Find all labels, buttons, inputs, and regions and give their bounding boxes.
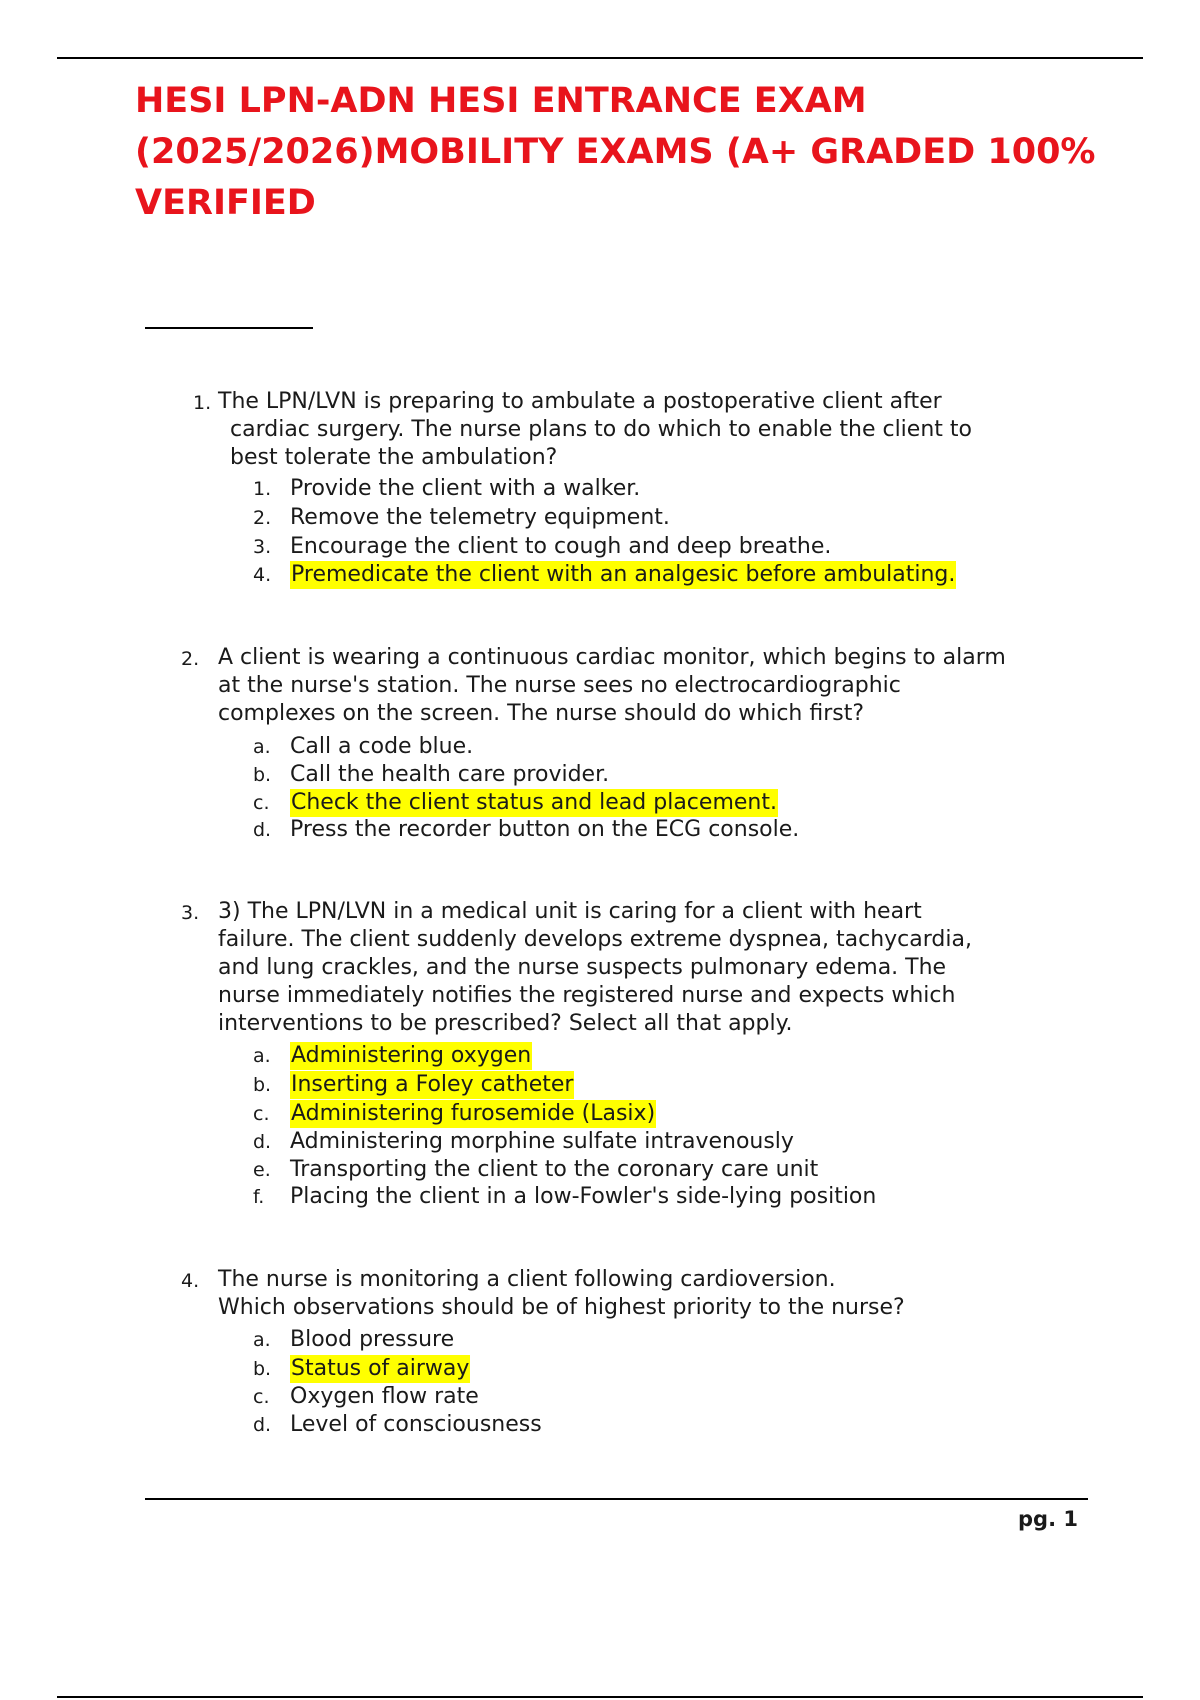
stem-line: The nurse is monitoring a client following cardioversion. — [218, 1267, 836, 1292]
answer-option-correct — [0, 1071, 1200, 1099]
answer-option-correct — [0, 1100, 1200, 1128]
answer-option — [0, 816, 1200, 844]
answer-option — [0, 1156, 1200, 1184]
option-label: 4. — [253, 564, 272, 586]
stem-line: and lung crackles, and the nurse suspects pulmonary edema. The — [218, 955, 947, 980]
title-line-2: (2025/2026)MOBILITY EXAMS (A+ GRADED 100% — [135, 132, 1096, 172]
stem-line: at the nurse's station. The nurse sees no electrocardiographic — [218, 673, 901, 698]
option-label: 1. — [253, 478, 272, 500]
option-label: c. — [253, 792, 270, 814]
option-text: Press the recorder button on the ECG console. — [290, 817, 800, 842]
option-text: Administering morphine sulfate intravenously — [290, 1129, 794, 1154]
option-label: e. — [253, 1159, 271, 1181]
question-stem — [218, 898, 972, 1038]
option-label: c. — [253, 1386, 270, 1408]
option-label: a. — [253, 1045, 271, 1067]
option-label: 2. — [253, 507, 272, 529]
answer-option — [0, 1383, 1200, 1411]
stem-line: cardiac surgery. The nurse plans to do which to enable the client to — [230, 417, 972, 442]
question-stem — [218, 1266, 905, 1322]
option-text: Blood pressure — [290, 1327, 455, 1352]
option-label: 3. — [253, 536, 272, 558]
option-label: d. — [253, 1414, 272, 1436]
stem-line: complexes on the screen. The nurse should do which first? — [218, 701, 865, 726]
answer-option — [0, 504, 1200, 532]
option-text: Encourage the client to cough and deep breathe. — [290, 534, 832, 559]
option-text: Oxygen flow rate — [290, 1384, 479, 1409]
highlighted-answer: Premedicate the client with an analgesic before ambulating. — [291, 562, 956, 587]
option-text: Placing the client in a low-Fowler's side-lying position — [290, 1184, 877, 1209]
answer-option — [0, 1183, 1200, 1211]
answer-option — [0, 733, 1200, 761]
stem-line: A client is wearing a continuous cardiac monitor, which begins to alarm — [218, 645, 1006, 670]
question-number: 1. — [193, 392, 212, 414]
highlighted-answer: Check the client status and lead placement. — [291, 790, 777, 815]
answer-option — [0, 1326, 1200, 1354]
stem-line: interventions to be prescribed? Select all that apply. — [218, 1011, 793, 1036]
question-stem — [218, 644, 1006, 728]
option-label: b. — [253, 1358, 272, 1380]
bottom-divider — [57, 1696, 1143, 1698]
section-divider — [145, 327, 313, 329]
title-line-1: HESI LPN-ADN HESI ENTRANCE EXAM — [135, 81, 867, 121]
option-label: a. — [253, 736, 271, 758]
question-stem — [218, 388, 972, 472]
option-label: f. — [253, 1186, 265, 1208]
highlighted-answer: Administering oxygen — [291, 1043, 532, 1068]
stem-line: best tolerate the ambulation? — [230, 445, 558, 470]
document-title — [135, 76, 1096, 229]
option-text: Provide the client with a walker. — [290, 476, 641, 501]
highlighted-answer: Administering furosemide (Lasix) — [291, 1101, 656, 1126]
answer-option-correct — [0, 561, 1200, 589]
stem-line: 3) The LPN/LVN in a medical unit is caring for a client with heart — [218, 899, 922, 924]
option-label: d. — [253, 1131, 272, 1153]
option-label: d. — [253, 819, 272, 841]
option-label: c. — [253, 1103, 270, 1125]
answer-option — [0, 475, 1200, 503]
option-label: a. — [253, 1329, 271, 1351]
stem-line: The LPN/LVN is preparing to ambulate a postoperative client after — [218, 389, 942, 414]
question-number: 3. — [181, 902, 200, 924]
highlighted-answer: Inserting a Foley catheter — [291, 1072, 574, 1097]
answer-option — [0, 533, 1200, 561]
top-divider — [57, 57, 1143, 59]
page-number: pg. 1 — [1018, 1507, 1078, 1531]
stem-line: Which observations should be of highest priority to the nurse? — [218, 1295, 905, 1320]
option-text: Call a code blue. — [290, 734, 474, 759]
title-line-3: VERIFIED — [135, 183, 316, 223]
highlighted-answer: Status of airway — [291, 1356, 470, 1381]
option-text: Level of consciousness — [290, 1412, 542, 1437]
option-label: b. — [253, 764, 272, 786]
question-number: 2. — [181, 648, 200, 670]
answer-option-correct — [0, 1042, 1200, 1070]
option-text: Transporting the client to the coronary care unit — [290, 1157, 819, 1182]
stem-line: failure. The client suddenly develops extreme dyspnea, tachycardia, — [218, 927, 972, 952]
answer-option — [0, 1411, 1200, 1439]
option-text: Call the health care provider. — [290, 762, 610, 787]
answer-option-correct — [0, 1355, 1200, 1383]
answer-option-correct — [0, 789, 1200, 817]
option-text: Remove the telemetry equipment. — [290, 505, 670, 530]
answer-option — [0, 1128, 1200, 1156]
stem-line: nurse immediately notifies the registered nurse and expects which — [218, 983, 956, 1008]
footer-divider — [145, 1498, 1088, 1500]
answer-option — [0, 761, 1200, 789]
question-number: 4. — [181, 1270, 200, 1292]
option-label: b. — [253, 1074, 272, 1096]
